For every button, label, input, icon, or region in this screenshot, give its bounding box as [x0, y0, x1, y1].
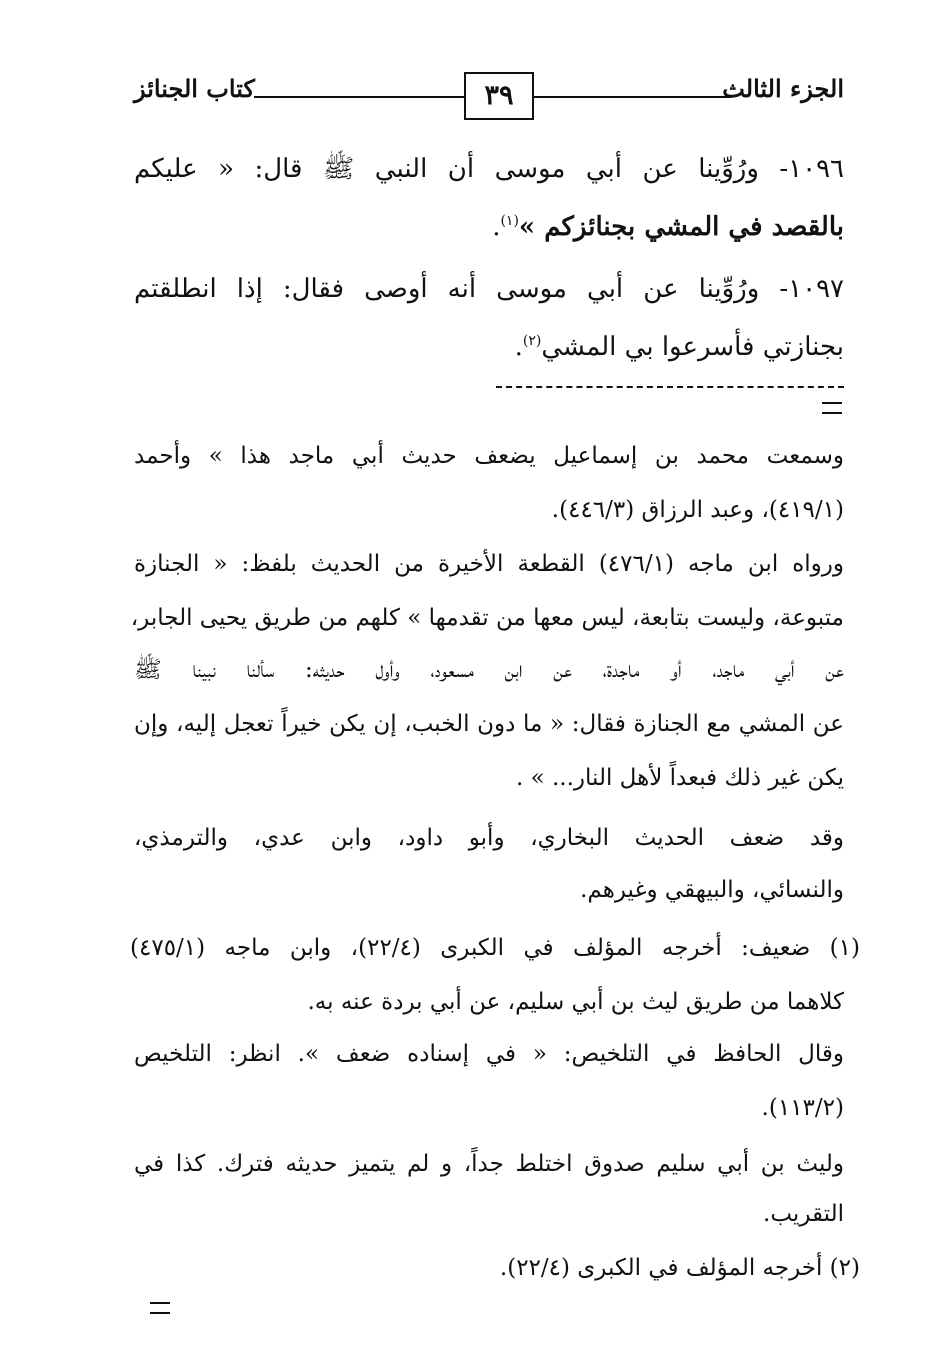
note-line: وقد ضعف الحديث البخاري، وأبو داود، وابن عدي، والترمذي،: [134, 825, 844, 851]
footnote-separator: [496, 386, 844, 388]
continuation-mark: [822, 402, 842, 414]
hadith-text: ١٠٩٧- ورُوِّينا عن أبي موسى أنه أوصى فقال: إذا انطلقتم: [134, 274, 844, 304]
hadith-text: ١٠٩٦- ورُوِّينا عن أبي موسى أن النبي ﷺ قال: « عليكم: [134, 154, 844, 184]
note-line: يكن غير ذلك فبعداً لأهل النار... » .: [515, 765, 844, 791]
note-line: والنسائي، والبيهقي وغيرهم.: [580, 877, 844, 903]
hadith-text: بجنازتي فأسرعوا بي المشي: [541, 332, 844, 362]
page-header: [134, 62, 844, 124]
hadith-1097-line-1: [134, 274, 844, 304]
punctuation: .: [492, 212, 501, 242]
footnote-2-line: (٢) أخرجه المؤلف في الكبرى (٢٢/٤).: [499, 1255, 860, 1281]
punctuation: .: [514, 332, 523, 362]
note-line: ورواه ابن ماجه (٤٧٦/١) القطعة الأخيرة من الحديث بلفظ: « الجنازة: [134, 551, 845, 577]
note-line: (٤١٩/١)، وعبد الرزاق (٤٤٦/٣).: [551, 497, 844, 523]
hadith-1097-line-2: [134, 332, 844, 362]
note-line: متبوعة، وليست بتابعة، ليس معها من تقدمها » كلهم من طريق يحيى الجابر،: [130, 605, 844, 631]
hadith-1096-line-1: [134, 154, 844, 184]
hadith-text: بالقصد في المشي بجنائزكم »: [518, 212, 844, 242]
continuation-mark: [150, 1302, 170, 1314]
footnote-1-line: (١) ضعيف: أخرجه المؤلف في الكبرى (٢٢/٤)، وابن ماجه (٤٧٥/١): [130, 935, 861, 961]
footnote-ref[interactable]: (١): [500, 213, 519, 229]
footnote-1-line: وقال الحافظ في التلخيص: « في إسناده ضعف ». انظر: التلخيص: [134, 1041, 844, 1067]
header-rule-left: [254, 96, 464, 98]
volume-label: الجزء الثالث: [722, 74, 844, 103]
footnote-ref[interactable]: (٢): [522, 333, 542, 349]
chapter-title: كتاب الجنائز: [134, 74, 255, 103]
note-line: عن أبي ماجد، أو ماجدة، عن ابن مسعود، وأول حديثه: سألنا نبينا ﷺ: [134, 657, 844, 683]
note-line: وسمعت محمد بن إسماعيل يضعف حديث أبي ماجد هذا » وأحمد: [134, 443, 844, 469]
footnote-1-line: وليث بن أبي سليم صدوق اختلط جداً، و لم يتميز حديثه فترك. كذا في: [134, 1151, 844, 1177]
header-rule-right: [532, 96, 732, 98]
footnote-1-line: كلاهما من طريق ليث بن أبي سليم، عن أبي بردة عنه به.: [307, 989, 844, 1015]
hadith-1096-line-2: [134, 212, 844, 242]
page-number: ٣٩: [464, 72, 534, 120]
footnote-1-line: (١١٣/٢).: [761, 1095, 844, 1121]
footnote-1-line: التقريب.: [763, 1201, 844, 1227]
note-line: عن المشي مع الجنازة فقال: « ما دون الخبب، إن يكن خيراً تعجل إليه، وإن: [134, 711, 844, 737]
